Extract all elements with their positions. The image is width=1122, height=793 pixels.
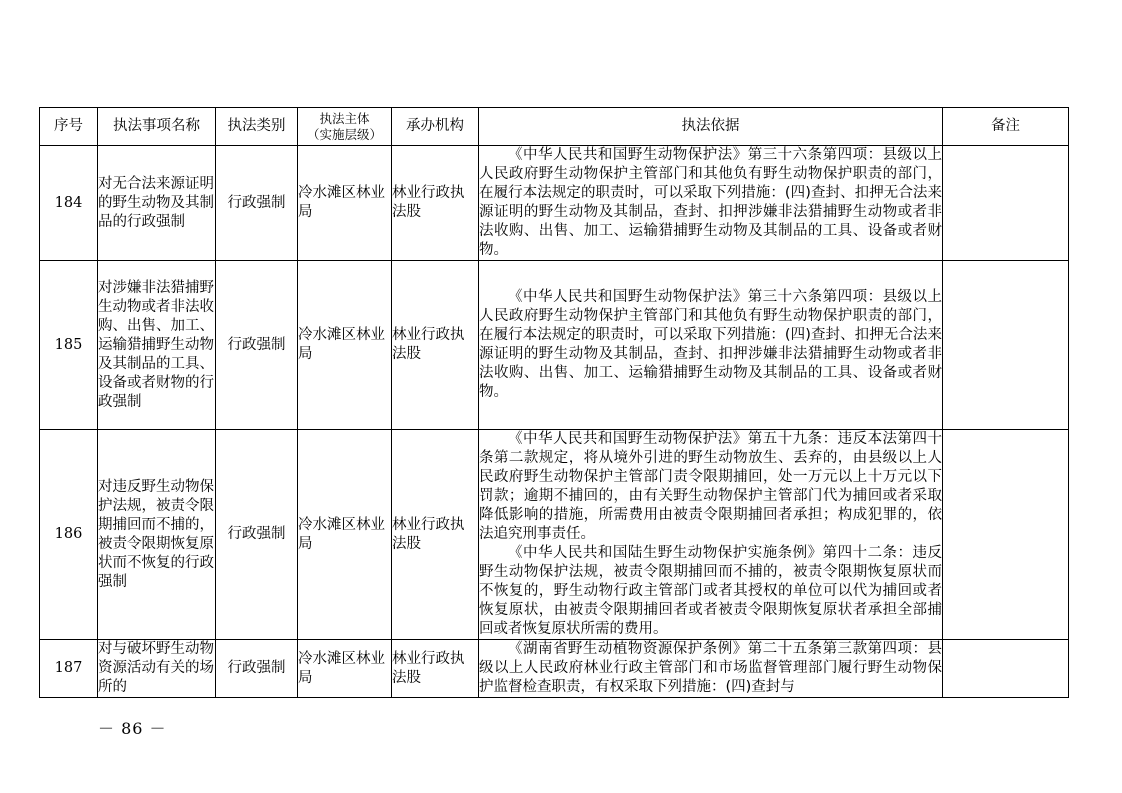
row-remark [943, 430, 1069, 640]
row-remark [943, 146, 1069, 261]
row-item-name: 对违反野生动物保护法规，被责令限期捕回而不捕的，被责令限期恢复原状而不恢复的行政强制 [98, 430, 216, 640]
page-number: － 86 － [98, 719, 167, 738]
basis-paragraph: 《中华人民共和国野生动物保护法》第五十九条：违反本法第四十条第二款规定，将从境外引进的野生动物放生、丢弃的，由县级以上人民政府野生动物保护主管部门责令限期捕回，处一万元以上十万元以下罚款；逾期不捕回的，由有关野生动物保护主管部门代为捕回或者采取降低影响的措施，所需费用由被责令限期捕回者承担；构成犯罪的，依法追究刑事责任。 [479, 431, 942, 542]
row-agency: 林业行政执法股 [392, 146, 479, 261]
header-agency: 承办机构 [392, 108, 479, 146]
basis-paragraph: 《中华人民共和国野生动物保护法》第三十六条第四项：县级以上人民政府野生动物保护主管部门和其他负有野生动物保护职责的部门，在履行本法规定的职责时，可以采取下列措施：(四)查封、扣押无合法来源证明的野生动物及其制品，查封、扣押涉嫌非法猎捕野生动物或者非法收购、出售、加工、运输猎捕野生动物及其制品的工具、设备或者财物。 [479, 289, 942, 400]
row-subject: 冷水滩区林业局 [298, 261, 392, 430]
basis-paragraph: 《中华人民共和国陆生野生动物保护实施条例》第四十二条：违反野生动物保护法规，被责令限期捕回而不捕的，被责令限期恢复原状而不恢复的，野生动物行政主管部门或者其授权的单位可以代为捕回或者恢复原状，由被责令限期捕回者或者被责令限期恢复原状者承担全部捕回或者恢复原状所需的费用。 [479, 545, 942, 637]
basis-paragraph: 《中华人民共和国野生动物保护法》第三十六条第四项：县级以上人民政府野生动物保护主管部门和其他负有野生动物保护职责的部门，在履行本法规定的职责时，可以采取下列措施：(四)查封、扣押无合法来源证明的野生动物及其制品，查封、扣押涉嫌非法猎捕野生动物或者非法收购、出售、加工、运输猎捕野生动物及其制品的工具、设备或者财物。 [479, 147, 942, 258]
row-item-name: 对与破坏野生动物资源活动有关的场所的 [98, 640, 216, 698]
row-remark [943, 640, 1069, 698]
row-remark [943, 261, 1069, 430]
header-subject-line1: 执法主体 [319, 110, 370, 126]
header-basis: 执法依据 [479, 108, 943, 146]
row-subject: 冷水滩区林业局 [298, 640, 392, 698]
row-category: 行政强制 [216, 261, 298, 430]
enforcement-table [39, 107, 1069, 698]
row-seq: 185 [40, 261, 98, 430]
row-basis [479, 640, 943, 698]
row-item-name: 对涉嫌非法猎捕野生动物或者非法收购、出售、加工、运输猎捕野生动物及其制品的工具、设备或者财物的行政强制 [98, 261, 216, 430]
row-basis [479, 261, 943, 430]
header-subject-line2: （实施层级） [306, 126, 382, 142]
table-row [40, 640, 1069, 698]
row-basis [479, 146, 943, 261]
row-agency: 林业行政执法股 [392, 430, 479, 640]
header-row [40, 108, 1069, 146]
row-category: 行政强制 [216, 640, 298, 698]
header-remark: 备注 [943, 108, 1069, 146]
row-agency: 林业行政执法股 [392, 640, 479, 698]
row-seq: 186 [40, 430, 98, 640]
row-basis [479, 430, 943, 640]
row-agency: 林业行政执法股 [392, 261, 479, 430]
table-row [40, 430, 1069, 640]
basis-paragraph: 《湖南省野生动植物资源保护条例》第二十五条第三款第四项：县级以上人民政府林业行政主管部门和市场监督管理部门履行野生动物保护监督检查职责，有权采取下列措施：(四)查封与 [479, 641, 942, 695]
header-subject [298, 108, 392, 146]
row-category: 行政强制 [216, 430, 298, 640]
header-item-name: 执法事项名称 [98, 108, 216, 146]
table-row [40, 146, 1069, 261]
header-category: 执法类别 [216, 108, 298, 146]
row-seq: 184 [40, 146, 98, 261]
table-row [40, 261, 1069, 430]
row-item-name: 对无合法来源证明的野生动物及其制品的行政强制 [98, 146, 216, 261]
row-seq: 187 [40, 640, 98, 698]
row-subject: 冷水滩区林业局 [298, 146, 392, 261]
header-seq: 序号 [40, 108, 98, 146]
row-category: 行政强制 [216, 146, 298, 261]
row-subject: 冷水滩区林业局 [298, 430, 392, 640]
